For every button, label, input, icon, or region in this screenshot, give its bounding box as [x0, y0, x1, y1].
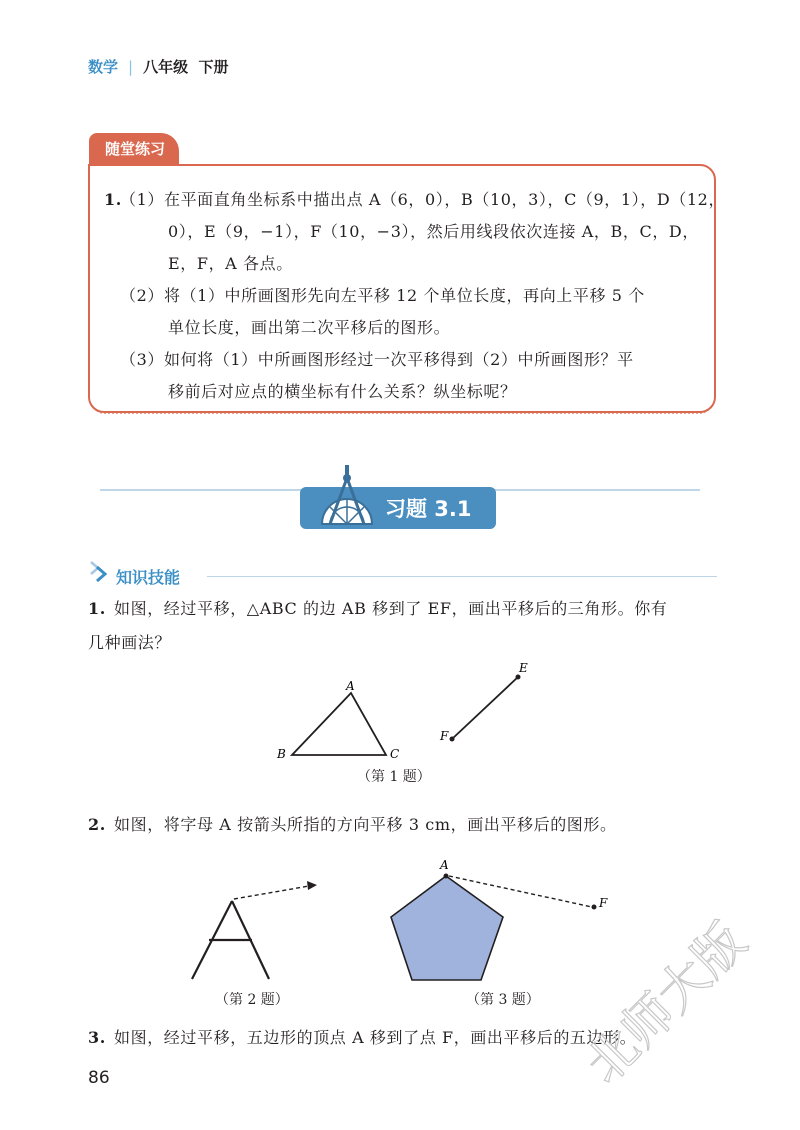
section-rule — [207, 576, 717, 577]
point-e — [516, 675, 521, 680]
label-a: A — [440, 858, 449, 872]
segment-ef — [452, 677, 518, 739]
q1-line-2: 几种画法？ — [88, 633, 172, 652]
exercise-line-6: （3）如何将（1）中所画图形经过一次平移得到（2）中所画图形？平 — [120, 350, 634, 369]
page-number: 86 — [88, 1068, 110, 1088]
triangle-abc — [292, 693, 386, 755]
q1-figure — [270, 655, 560, 770]
q3-number: 3. — [88, 1028, 106, 1047]
q2-caption: （第 2 题） — [215, 992, 289, 1008]
q3-text: 如图，经过平移，五边形的顶点 A 移到了点 F，画出平移后的五边形。 — [114, 1028, 637, 1047]
label-e: E — [519, 661, 528, 675]
page-header — [88, 56, 229, 77]
q2-text: 如图，将字母 A 按箭头所指的方向平移 3 cm，画出平移后的图形。 — [114, 815, 617, 834]
label-a: A — [346, 679, 355, 693]
point-f — [450, 737, 455, 742]
point-a — [444, 874, 449, 879]
watermark-text: 北师大版 — [574, 911, 758, 1095]
q1-number: 1. — [88, 599, 106, 618]
header-volume: 下册 — [198, 58, 229, 76]
direction-arrowhead — [307, 881, 317, 890]
q3-caption: （第 3 题） — [466, 992, 540, 1008]
header-grade: 八年级 — [143, 58, 189, 76]
chevron-right-icon — [88, 558, 114, 584]
banner-title: 习题 3.1 — [385, 497, 472, 521]
label-f: F — [599, 896, 608, 910]
label-c: C — [390, 747, 400, 761]
q1-caption: （第 1 题） — [357, 769, 431, 785]
label-f: F — [440, 729, 449, 743]
header-separator: | — [128, 58, 134, 76]
section-title: 知识技能 — [116, 568, 181, 587]
exercise-box — [88, 164, 726, 413]
watermark — [568, 905, 788, 1125]
compass-protractor-icon — [318, 462, 376, 528]
q1-line-1: 如图，经过平移，△ABC 的边 AB 移到了 EF，画出平移后的三角形。你有 — [114, 599, 668, 618]
header-subject: 数学 — [88, 58, 119, 76]
exercise-number: 1. — [104, 190, 122, 209]
exercise-line-2: 0），E（9，−1），F（10，−3），然后用线段依次连接 A，B，C，D， — [168, 222, 699, 241]
exercise-line-3: E，F，A 各点。 — [168, 254, 293, 273]
q2-figure — [185, 875, 325, 985]
exercise-line-1: （1）在平面直角坐标系中描出点 A（6，0），B（10，3），C（9，1），D（12， — [120, 190, 726, 209]
direction-arrow-line — [234, 886, 309, 899]
exercise-line-5: 单位长度，画出第二次平移后的图形。 — [168, 318, 451, 337]
exercise-tab: 随堂练习 — [89, 133, 179, 165]
pentagon — [391, 876, 503, 980]
label-b: B — [277, 747, 286, 761]
exercise-line-7: 移前后对应点的横坐标有什么关系？纵坐标呢？ — [168, 382, 517, 401]
q2-number: 2. — [88, 815, 106, 834]
exercise-line-4: （2）将（1）中所画图形先向左平移 12 个单位长度，再向上平移 5 个 — [120, 286, 645, 305]
